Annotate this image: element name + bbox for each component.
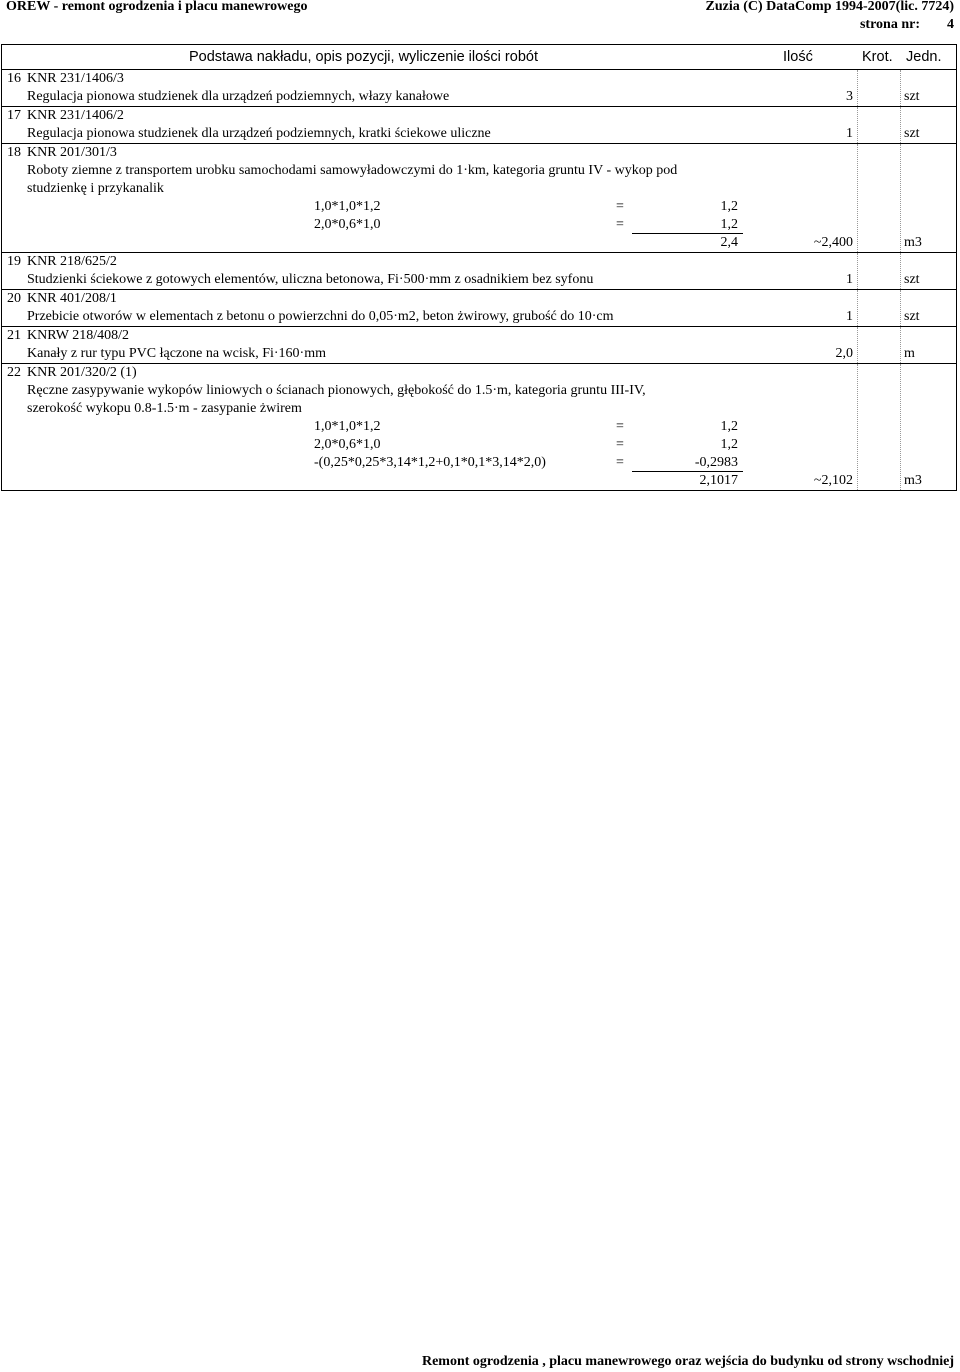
page-label: strona nr:: [859, 17, 920, 32]
item-number: 20: [7, 291, 21, 306]
item-code: KNR 201/320/2 (1): [27, 365, 137, 380]
calc-result: 1,2: [720, 437, 738, 452]
calc-result: -0,2983: [694, 455, 738, 470]
calc-equals: =: [616, 199, 624, 214]
document-title: OREW - remont ogrodzenia i placu manewrowego: [6, 0, 308, 14]
table-row: [2, 364, 956, 490]
table-row: [2, 144, 956, 253]
item-quantity: ~2,102: [813, 473, 853, 488]
cost-table: [1, 44, 957, 491]
item-description: Przebicie otworów w elementach z betonu o powierzchni do 0,05·m2, beton żwirowy, grubość do 10·cm: [27, 309, 614, 324]
item-code: KNR 231/1406/3: [27, 71, 124, 86]
calc-expression: 2,0*0,6*1,0: [314, 437, 381, 452]
calc-result: 1,2: [720, 199, 738, 214]
col-description: Podstawa nakładu, opis pozycji, wyliczenie ilości robót: [189, 49, 538, 65]
calc-equals: =: [616, 437, 624, 452]
item-quantity: 1: [846, 309, 853, 324]
item-description: Roboty ziemne z transportem urobku samochodami samowyładowczymi do 1·km, kategoria gruntu IV - wykop pod: [27, 163, 678, 178]
item-description: Studzienki ściekowe z gotowych elementów, uliczna betonowa, Fi·500·mm z osadnikiem bez syfonu: [27, 272, 594, 287]
item-unit: szt: [904, 89, 920, 104]
calc-expression: 1,0*1,0*1,2: [314, 419, 381, 434]
table-row: [2, 327, 956, 364]
table-row: [2, 290, 956, 327]
footer-text: Remont ogrodzenia , placu manewrowego oraz wejścia do budynku od strony wschodniej: [421, 1354, 954, 1369]
item-number: 22: [7, 365, 21, 380]
item-description: szerokość wykopu 0.8-1.5·m - zasypanie żwirem: [27, 401, 302, 416]
item-description: Regulacja pionowa studzienek dla urządzeń podziemnych, włazy kanałowe: [27, 89, 450, 104]
copyright-label: Zuzia (C) DataComp 1994-2007(lic. 7724): [705, 0, 954, 14]
item-number: 17: [7, 108, 21, 123]
item-number: 18: [7, 145, 21, 160]
table-row: [2, 253, 956, 290]
table-body: [2, 70, 956, 490]
col-krot: Krot.: [862, 49, 893, 65]
item-unit: szt: [904, 309, 920, 324]
calc-sum: 2,1017: [699, 473, 738, 488]
item-description: studzienkę i przykanalik: [27, 181, 164, 196]
calc-equals: =: [616, 455, 624, 470]
item-code: KNR 218/625/2: [27, 254, 117, 269]
item-unit: szt: [904, 272, 920, 287]
item-quantity: 1: [846, 272, 853, 287]
calc-result: 1,2: [720, 419, 738, 434]
item-quantity: 1: [846, 126, 853, 141]
item-number: 19: [7, 254, 21, 269]
item-code: KNR 231/1406/2: [27, 108, 124, 123]
item-description: Ręczne zasypywanie wykopów liniowych o ścianach pionowych, głębokość do 1.5·m, kategoria gruntu III-IV,: [27, 383, 646, 398]
item-unit: szt: [904, 126, 920, 141]
item-number: 21: [7, 328, 21, 343]
table-header: [2, 45, 956, 70]
item-unit: m3: [904, 473, 922, 488]
item-description: Kanały z rur typu PVC łączone na wcisk, Fi·160·mm: [27, 346, 326, 361]
table-row: [2, 107, 956, 144]
calc-expression: 1,0*1,0*1,2: [314, 199, 381, 214]
calc-expression: -(0,25*0,25*3,14*1,2+0,1*0,1*3,14*2,0): [314, 455, 546, 470]
page-number-label: [860, 17, 954, 33]
item-description: Regulacja pionowa studzienek dla urządzeń podziemnych, kratki ściekowe uliczne: [27, 126, 491, 141]
calc-equals: =: [616, 419, 624, 434]
col-unit: Jedn.: [906, 49, 942, 65]
item-code: KNRW 218/408/2: [27, 328, 130, 343]
page-number: 4: [947, 17, 954, 32]
item-number: 16: [7, 71, 21, 86]
item-unit: m: [904, 346, 915, 361]
item-quantity: 3: [846, 89, 853, 104]
item-quantity: 2,0: [835, 346, 853, 361]
calc-expression: 2,0*0,6*1,0: [314, 217, 381, 232]
item-code: KNR 401/208/1: [27, 291, 117, 306]
table-row: [2, 70, 956, 107]
calc-equals: =: [616, 217, 624, 232]
item-code: KNR 201/301/3: [27, 145, 117, 160]
item-quantity: ~2,400: [813, 235, 853, 250]
calc-sum: 2,4: [720, 235, 738, 250]
calc-result: 1,2: [720, 217, 738, 232]
col-quantity: Ilość: [783, 49, 813, 65]
item-unit: m3: [904, 235, 922, 250]
